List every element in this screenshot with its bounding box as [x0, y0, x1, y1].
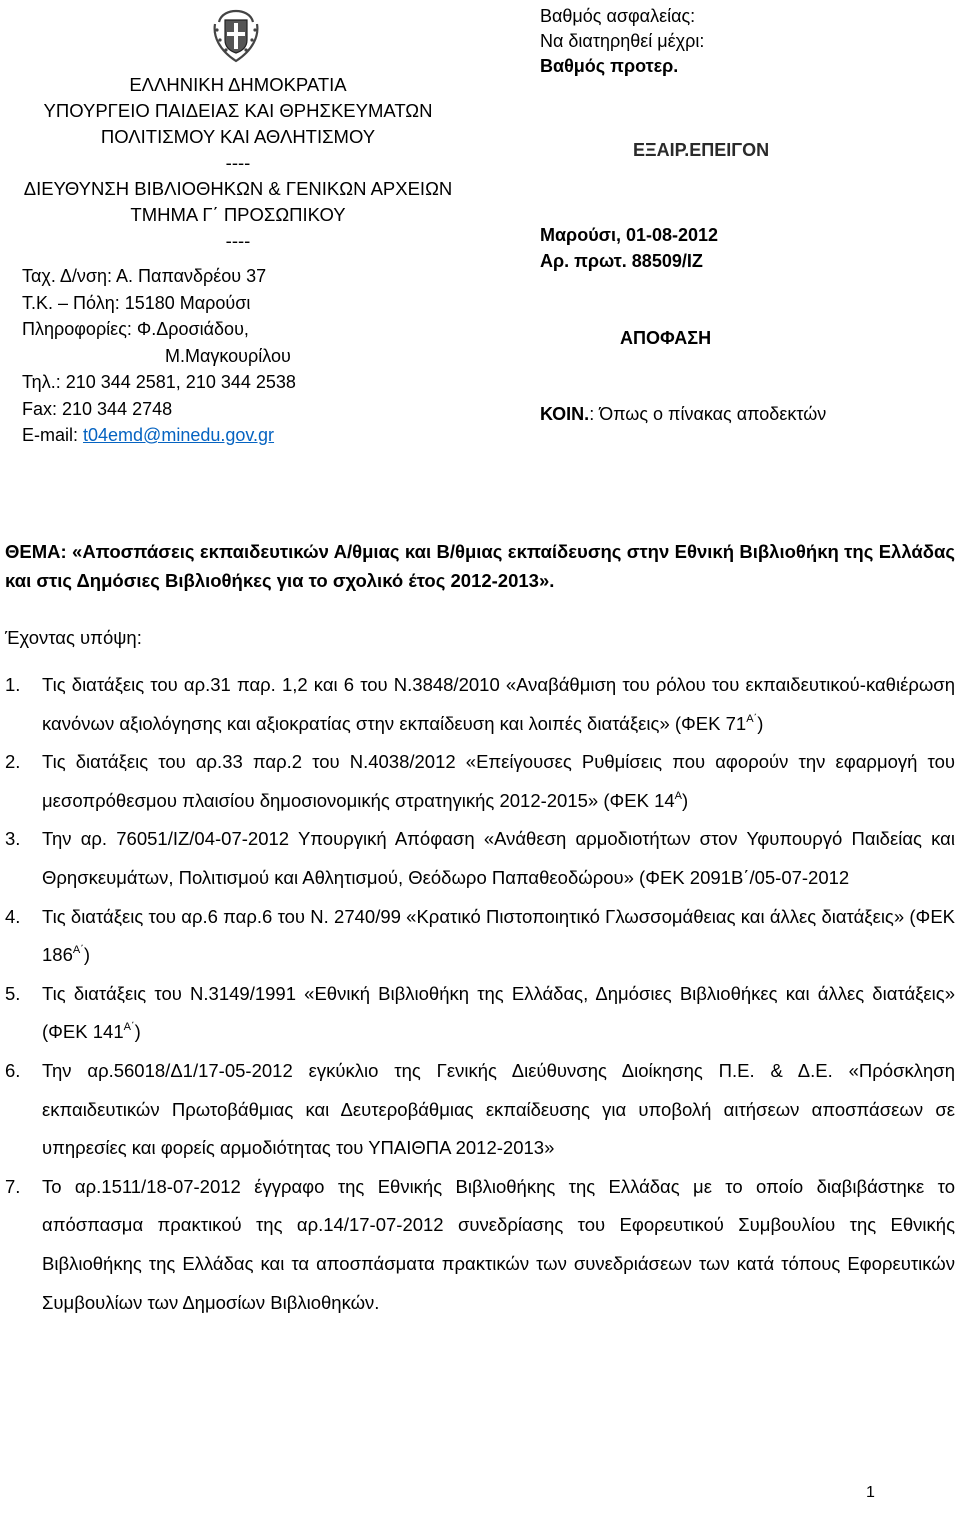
- list-item: [5, 1052, 955, 1168]
- ministry-line: ΠΟΛΙΤΙΣΜΟΥ ΚΑΙ ΑΘΛΗΤΙΣΜΟΥ: [100, 126, 376, 147]
- item-number: 1.: [5, 674, 21, 695]
- koin-line: [540, 404, 826, 425]
- considerations-list: [5, 666, 955, 1322]
- item-text: Το αρ.1511/18-07-2012 έγγραφο της Εθνικής Βιβλιοθήκης της Ελλάδας με το οποίο διαβιβάστηκε το απόσπασμα πρακτικού της αρ.14/17-07-2012 συνεδρίασης του Εφορευτικού Συμβουλίου της Εθνικής Βιβλιοθήκης της Ελλάδας και τα αποσπάσματα πρακτικών των συνεδριάσεων των κατά τόπους Εφορευτικών Συμβουλίων των Δημοσίων Βιβλιοθηκών.: [42, 1175, 955, 1313]
- item-sup: Α΄: [72, 944, 84, 957]
- email-link[interactable]: t04emd@minedu.gov.gr: [83, 425, 275, 445]
- fax-number: Fax: 210 344 2748: [22, 398, 173, 419]
- page-number: 1: [866, 1484, 875, 1501]
- email-label: E-mail:: [22, 425, 84, 445]
- item-number: 6.: [5, 1059, 21, 1081]
- item-end: ): [134, 1021, 141, 1043]
- item-text: Την αρ.56018/Δ1/17-05-2012 εγκύκλιο της Γενικής Διεύθυνσης Διοίκησης Π.Ε. & Δ.Ε. «Πρόσκληση εκπαιδευτικών Πρωτοβάθμιας και Δευτεροβάθμιας εκπαίδευσης για υποβολή αιτήσεων αποσπάσεων σε υπηρεσίες και φορείς αρμοδιότητας του ΥΠΑΙΘΠΑ 2012-2013»: [42, 1059, 955, 1159]
- item-number: 3.: [5, 828, 21, 850]
- ministry-header: [8, 72, 468, 254]
- item-text: Την αρ. 76051/ΙΖ/04-07-2012 Υπουργική Απόφαση «Ανάθεση αρμοδιοτήτων στον Υφυπουργό Παιδείας και Θρησκευμάτων, Πολιτισμού και Αθλητισμού, Θεόδωρο Παπαθεοδώρου» (ΦΕΚ 2091Β΄/05-07-2012: [42, 828, 955, 888]
- item-end: ): [83, 944, 91, 966]
- ministry-line: ΔΙΕΥΘΥΝΣΗ ΒΙΒΛΙΟΘΗΚΩΝ & ΓΕΝΙΚΩΝ ΑΡΧΕΙΩΝ: [23, 178, 453, 199]
- document-date: Μαρούσι, 01-08-2012: [540, 225, 719, 245]
- postal-code-city: Τ.Κ. – Πόλη: 15180 Μαρούσι: [22, 292, 251, 313]
- list-item: [5, 898, 955, 975]
- list-item: [5, 820, 955, 897]
- keep-until: Να διατηρηθεί μέχρι:: [540, 31, 705, 51]
- item-number: 7.: [5, 1175, 21, 1197]
- list-item: [5, 1168, 955, 1322]
- info-contact-second: Μ.Μαγκουρίλου: [165, 345, 291, 366]
- koin-label: ΚΟΙΝ.: [540, 404, 590, 424]
- item-text: Τις διατάξεις του Ν.3149/1991 «Εθνική Βιβλιοθήκη της Ελλάδας, Δημόσιες Βιβλιοθήκες και άλλες διατάξεις» (ΦΕΚ 141: [42, 982, 955, 1043]
- protocol-number: Αρ. πρωτ. 88509/ΙΖ: [540, 251, 703, 271]
- item-number: 4.: [5, 905, 21, 927]
- info-contact: Πληροφορίες: Φ.Δροσιάδου,: [22, 319, 249, 339]
- urgency-label: ΕΞΑΙΡ.ΕΠΕΙΓΟΝ: [633, 140, 770, 160]
- item-end: ): [682, 789, 689, 811]
- list-item: [5, 975, 955, 1052]
- ministry-line: ----: [225, 152, 251, 173]
- contact-block: [22, 263, 482, 449]
- item-number: 2.: [5, 751, 21, 773]
- ministry-line: ΤΜΗΜΑ Γ΄ ΠΡΟΣΩΠΙΚΟΥ: [130, 204, 346, 225]
- subject-paragraph: ΘΕΜΑ: «Αποσπάσεις εκπαιδευτικών Α/θμιας και Β/θμιας εκπαίδευσης στην Εθνική Βιβλιοθήκη της Ελλάδας και στις Δημόσιες Βιβλιοθήκες για το σχολικό έτος 2012-2013».: [5, 541, 955, 591]
- list-item: [5, 666, 955, 743]
- priority-level: Βαθμός προτερ.: [540, 56, 679, 76]
- date-protocol-block: [540, 222, 718, 274]
- phone-numbers: Τηλ.: 210 344 2581, 210 344 2538: [22, 372, 296, 392]
- ministry-line: ΥΠΟΥΡΓΕΙΟ ΠΑΙΔΕΙΑΣ ΚΑΙ ΘΡΗΣΚΕΥΜΑΤΩΝ: [43, 100, 433, 121]
- item-text: Τις διατάξεις του αρ.33 παρ.2 του Ν.4038/2012 «Επείγουσες Ρυθμίσεις που αφορούν την εφαρμογή του μεσοπρόθεσμου πλαισίου δημοσιονομικής στρατηγικής 2012-2015» (ΦΕΚ 14: [42, 751, 955, 811]
- security-level: Βαθμός ασφαλείας:: [540, 6, 696, 26]
- security-block: [540, 4, 950, 79]
- item-sup: Α΄: [746, 712, 758, 725]
- greek-emblem-icon: [211, 6, 261, 64]
- postal-address: Ταχ. Δ/νση: Α. Παπανδρέου 37: [22, 266, 267, 286]
- document-meta: [540, 4, 950, 424]
- ministry-line: ΕΛΛΗΝΙΚΗ ΔΗΜΟΚΡΑΤΙΑ: [129, 74, 347, 95]
- koin-text: : Όπως ο πίνακας αποδεκτών: [589, 404, 827, 424]
- item-end: ): [757, 712, 764, 734]
- email-line: [22, 422, 482, 449]
- item-text: Τις διατάξεις του αρ.6 παρ.6 του Ν. 2740/99 «Κρατικό Πιστοποιητικό Γλωσσομάθειας και άλλες διατάξεις» (ΦΕΚ 186: [42, 905, 955, 966]
- item-text: Τις διατάξεις του αρ.31 παρ. 1,2 και 6 του Ν.3848/2010 «Αναβάθμιση του ρόλου του εκπαιδευτικού-καθιέρωση κανόνων αξιολόγησης και αξιοκρατίας στην εκπαίδευση και λοιπές διατάξεις» (ΦΕΚ 71: [42, 674, 955, 734]
- ministry-line: ----: [225, 230, 251, 251]
- item-sup: Α΄: [123, 1021, 135, 1034]
- item-sup: Α: [674, 789, 683, 802]
- decision-title: ΑΠΟΦΑΣΗ: [620, 328, 712, 348]
- list-item: [5, 743, 955, 820]
- item-number: 5.: [5, 982, 21, 1004]
- considering-heading: Έχοντας υπόψη:: [5, 627, 142, 648]
